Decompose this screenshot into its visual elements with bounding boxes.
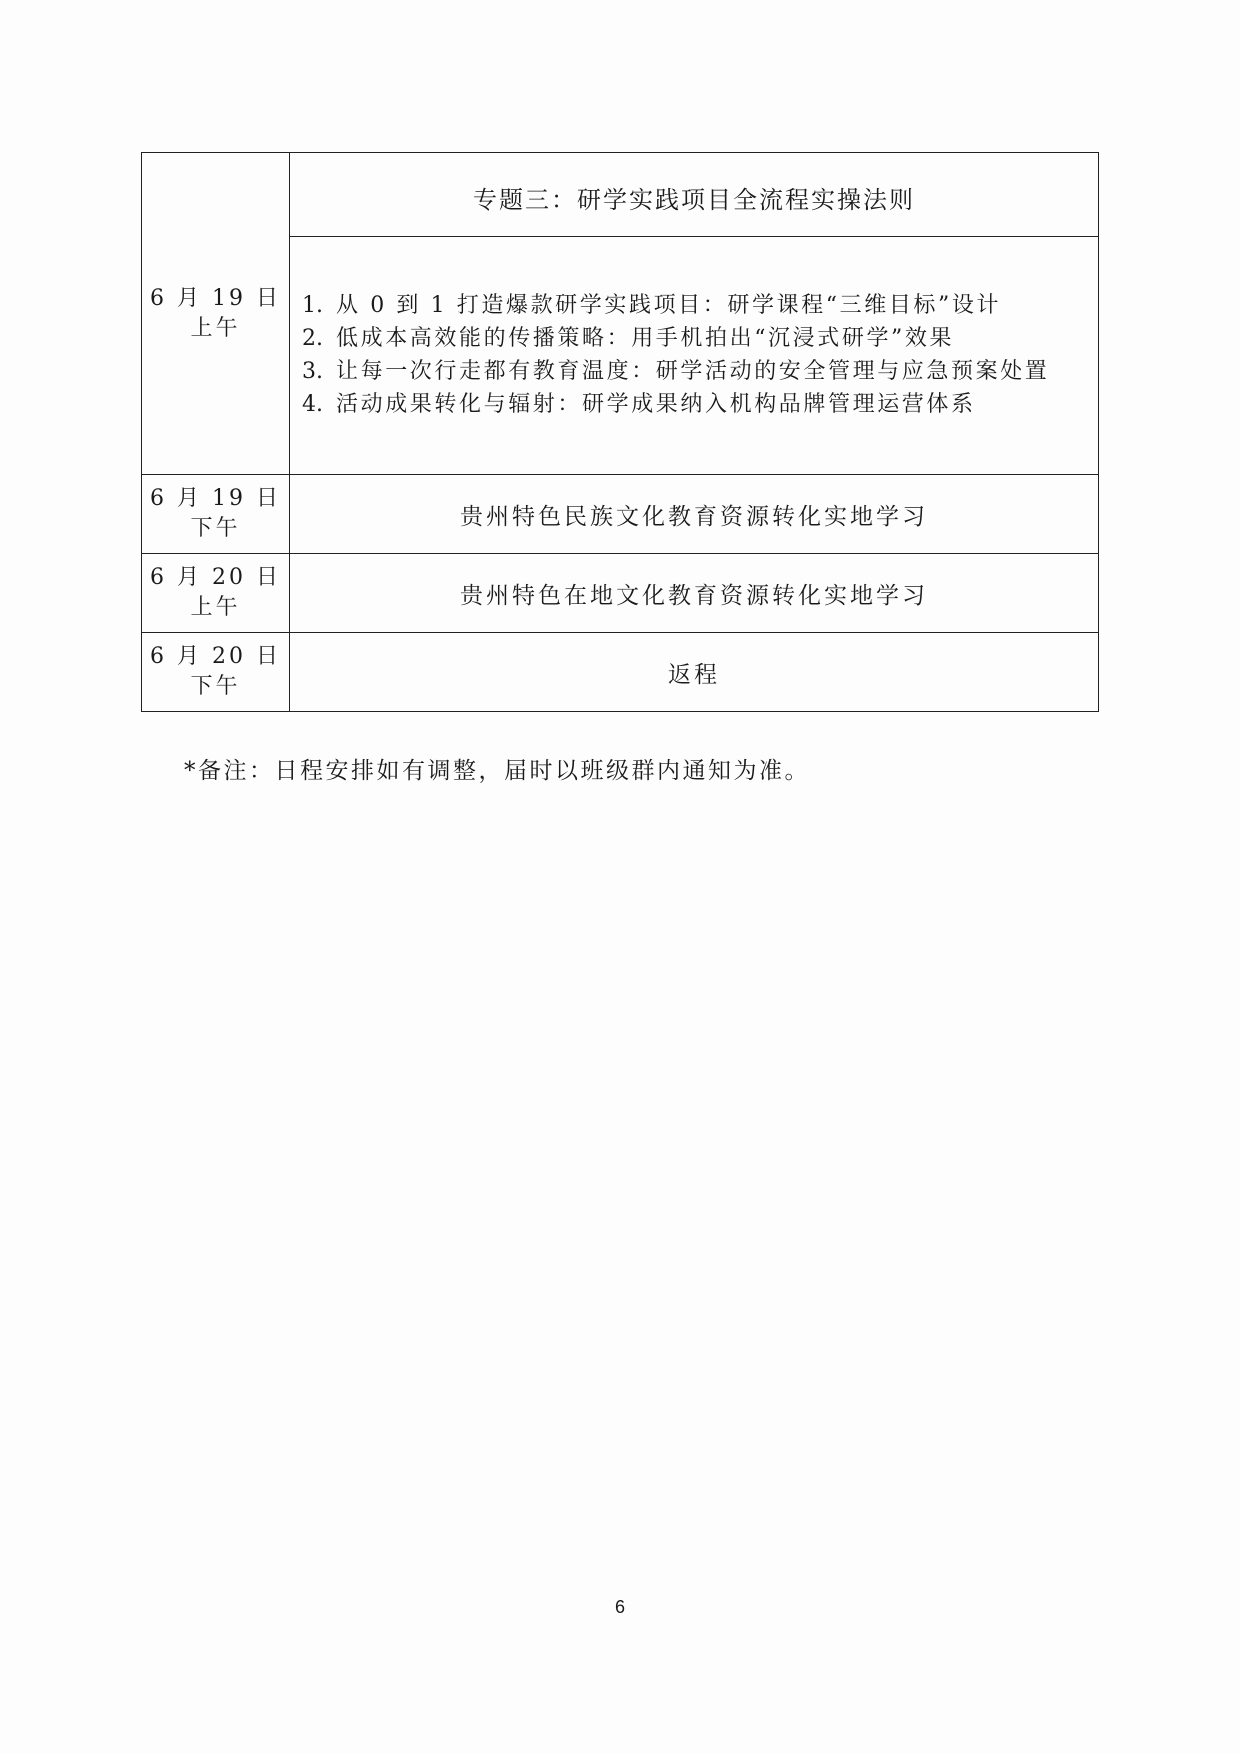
activity-cell: 贵州特色在地文化教育资源转化实地学习 <box>290 554 1099 633</box>
date-label: 6 月 20 日 <box>150 565 281 590</box>
list-item <box>302 355 1098 388</box>
item-text: 让每一次行走都有教育温度：研学活动的安全管理与应急预案处置 <box>336 359 1050 384</box>
item-number: 2. <box>302 326 323 351</box>
time-of-day-label: 上午 <box>190 315 241 341</box>
activity-cell: 贵州特色民族文化教育资源转化实地学习 <box>290 475 1099 554</box>
date-label: 6 月 19 日 <box>150 285 281 311</box>
item-text: 从 0 到 1 打造爆款研学实践项目：研学课程“三维目标”设计 <box>336 293 1002 318</box>
item-text: 活动成果转化与辐射：研学成果纳入机构品牌管理运营体系 <box>336 392 976 417</box>
item-number: 4. <box>302 392 323 417</box>
table-row <box>142 475 1099 554</box>
topic-title: 专题三：研学实践项目全流程实操法则 <box>290 153 1099 237</box>
table-row <box>142 153 1099 237</box>
item-number: 1. <box>302 293 323 318</box>
table-row <box>142 633 1099 712</box>
activity-cell: 返程 <box>290 633 1099 712</box>
time-of-day-label: 下午 <box>190 674 241 699</box>
schedule-note: *备注：日程安排如有调整，届时以班级群内通知为准。 <box>184 758 810 784</box>
topic-item-list <box>302 289 1098 421</box>
table-row <box>142 554 1099 633</box>
item-number: 3. <box>302 359 323 384</box>
date-cell <box>142 475 290 554</box>
topic-items-cell <box>290 237 1099 475</box>
list-item <box>302 388 1098 421</box>
time-of-day-label: 上午 <box>190 595 241 620</box>
item-text: 低成本高效能的传播策略：用手机拍出“沉浸式研学”效果 <box>336 326 955 351</box>
date-cell <box>142 633 290 712</box>
date-label: 6 月 20 日 <box>150 644 281 669</box>
schedule-table <box>141 152 1099 712</box>
time-of-day-label: 下午 <box>190 516 241 541</box>
list-item <box>302 289 1098 322</box>
page-number: 6 <box>614 1597 625 1617</box>
list-item <box>302 322 1098 355</box>
date-cell <box>142 153 290 475</box>
date-label: 6 月 19 日 <box>150 486 281 511</box>
date-cell <box>142 554 290 633</box>
